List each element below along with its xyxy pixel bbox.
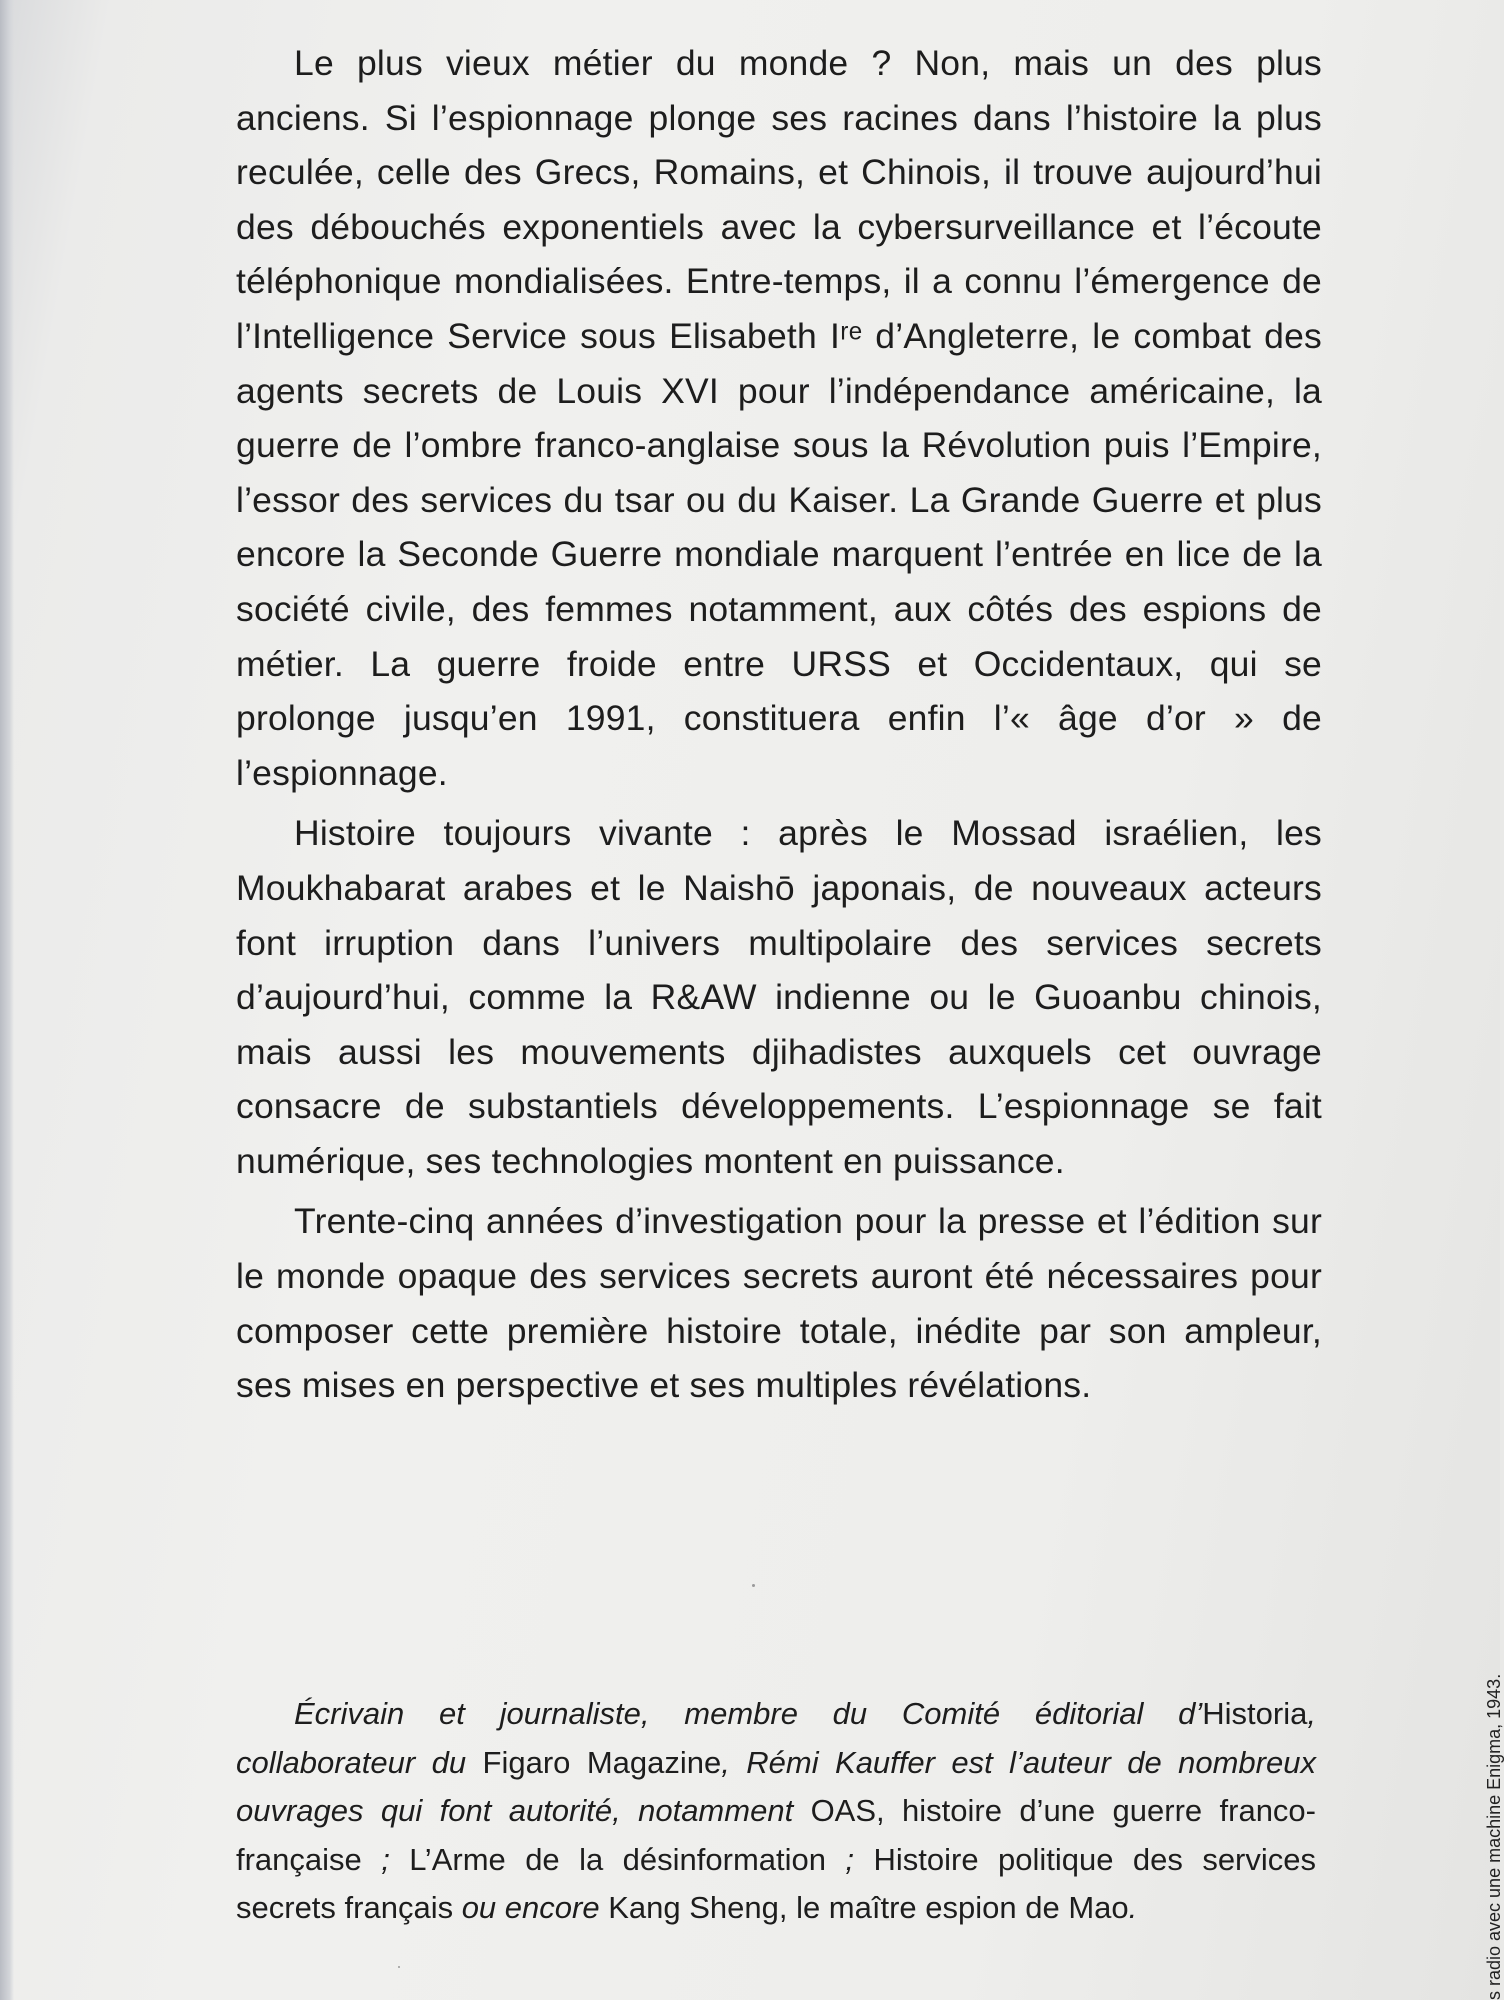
author-bio-paragraph (236, 1690, 1316, 1933)
book-description (236, 36, 1322, 1413)
description-paragraph-3: Trente-cinq années d’investigation pour la presse et l’édition sur le monde opaque des services secrets auront été nécessaires pour composer cette première histoire totale, inédite par son ampleur, ses mises en perspective et ses multiples révélations. (236, 1201, 1322, 1406)
bio-title-histoire-politique: Histoire politique des services secrets français (236, 1841, 1317, 1925)
bio-title-desinformation: L’Arme de la désinformation (409, 1841, 826, 1877)
bio-title-figaro: Figaro Magazine (482, 1744, 722, 1780)
description-paragraph-2: Histoire toujours vivante : après le Mossad israélien, les Moukhabarat arabes et le Naishō japonais, de nouveaux acteurs font irruption dans l’univers multipolaire des services secrets d’aujourd’hui, comme la R&AW indienne ou le Guoanbu chinois, mais aussi les mouvements djihadistes auxquels cet ouvrage consacre de substantiels développements. L’espionnage se fait numérique, ses technologies montent en puissance. (236, 813, 1322, 1181)
bio-segment: , Rémi Kauffer est l’auteur de nombreux ouvrages qui font autorité, notamment (236, 1744, 1316, 1828)
bio-segment: , collaborateur du (236, 1696, 1316, 1780)
bio-title-oas: OAS, histoire d’une guerre franco-française (236, 1793, 1317, 1877)
bio-segment: Écrivain et journaliste, membre du Comité éditorial d’ (294, 1696, 1203, 1731)
bio-title-historia: Historia (1202, 1696, 1308, 1731)
paper-speck (752, 1584, 755, 1587)
bio-segment: ; (361, 1841, 410, 1877)
author-bio (236, 1690, 1316, 1933)
bio-segment: . (1128, 1890, 1138, 1925)
paper-speck (398, 1966, 400, 1968)
bio-segment: ou encore (453, 1890, 609, 1925)
cover-edge-shadow (0, 0, 14, 2000)
photo-credit-caption: s radio avec une machine Enigma, 1943. (1484, 1673, 1504, 2000)
bio-segment: ; (826, 1841, 874, 1877)
bio-title-kang-sheng: Kang Sheng, le maître espion de Mao (608, 1890, 1129, 1925)
description-paragraph-1: Le plus vieux métier du monde ? Non, mais un des plus anciens. Si l’espionnage plonge ses racines dans l’histoire la plus reculée, celle des Grecs, Romains, et Chinois, il trouve aujourd’hui des débouchés exponentiels avec la cybersurveillance et l’écoute téléphonique mondialisées. Entre-temps, il a connu l’émergence de l’Intelligence Service sous Elisabeth Iʳᵉ d’Angleterre, le combat des agents secrets de Louis XVI pour l’indépendance américaine, la guerre de l’ombre franco-anglaise sous la Révolution puis l’Empire, l’essor des services du tsar ou du Kaiser. La Grande Guerre et plus encore la Seconde Guerre mondiale marquent l’entrée en lice de la société civile, des femmes notamment, aux côtés des espions de métier. La guerre froide entre URSS et Occidentaux, qui se prolonge jusqu’en 1991, constituera enfin l’« âge d’or » de l’espionnage. (236, 43, 1322, 793)
